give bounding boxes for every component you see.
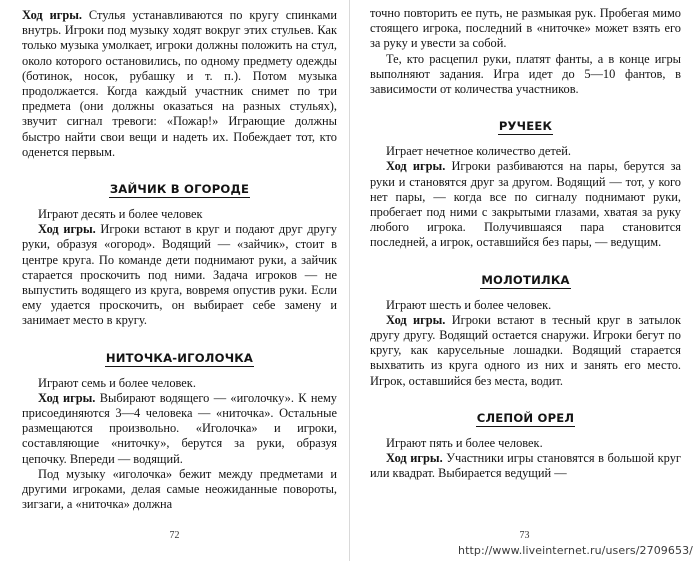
left-page	[0, 0, 349, 561]
section-heading-text: РУЧЕЕК	[498, 119, 553, 134]
watermark-url: http://www.liveinternet.ru/users/2709653/	[458, 544, 693, 557]
right-page	[350, 0, 699, 561]
paragraph	[370, 159, 681, 250]
paragraph-lead: Ход игры.	[22, 8, 82, 22]
player-count: Играют семь и более человек.	[38, 375, 196, 390]
paragraph-lead: Ход игры.	[386, 159, 446, 174]
section-heading-text: МОЛОТИЛКА	[481, 272, 570, 287]
paragraph-lead: Ход игры.	[38, 390, 96, 405]
player-count: Играют десять и более человек	[38, 207, 203, 222]
paragraph: точно повторить ее путь, не размыкая рук. Пробегая мимо стоящего игрока, последний в «ниточке» может взять его за руку и увести за собой.	[370, 6, 681, 51]
section-heading	[370, 273, 681, 287]
paragraph	[22, 391, 337, 467]
section-heading	[370, 411, 681, 425]
paragraph-text: Участники игры становятся в большой круг или квадрат. Выбирается ведущий —	[370, 451, 681, 481]
paragraph-lead: Ход игры.	[38, 222, 96, 237]
section-heading	[370, 119, 681, 133]
paragraph	[370, 451, 681, 481]
section-heading-text: ЗАЙЧИК В ОГОРОДЕ	[109, 182, 250, 197]
paragraph-text: Игроки встают в тесный круг в затылок другу другу. Водящий остается снаружи. Игроки бегут по кругу, как карусельные лошадки. Водящий старается выхватить из круга одного из них и занять его место. Игрок, оставшийся без места, водит.	[370, 312, 681, 388]
paragraph-lead: Ход игры.	[386, 451, 443, 466]
section-heading	[22, 351, 337, 365]
section-heading	[22, 182, 337, 196]
player-count: Играют пять и более человек.	[386, 435, 543, 450]
paragraph-lead: Ход игры.	[386, 312, 446, 327]
paragraph-text: Выбирают водящего — «иголочку». К нему присоединяются 3—4 человека — «ниточка». Остальные размещаются произвольно. «Иголочка» и игроки, составляющие «ниточку», берутся за руки, образуя цепочку. Впереди — водящий.	[22, 390, 337, 466]
player-count: Играет нечетное количество детей.	[386, 144, 571, 159]
section-heading-text: НИТОЧКА-ИГОЛОЧКА	[105, 350, 254, 365]
paragraph: Те, кто расцепил руки, платят фанты, а в конце игры выполняют задания. Игра идет до 5—10 фантов, в зависимости от количества участников.	[370, 51, 681, 97]
paragraph	[22, 222, 337, 328]
paragraph: Под музыку «иголочка» бежит между предметами и другими игроками, делая самые неожиданные повороты, зигзаги, а «ниточка» должна	[22, 466, 337, 512]
paragraph-text: Игроки разбиваются на пары, берутся за руки и становятся друг за другом. Водящий — тот, у кого нет пары, — когда все по сигналу поднимают руки, пробегает под ними с закрытыми глазами, хватая за руку любого игрока. Получившаяся пара становится последней, а игрок, оставшийся без пары, — ведущим.	[370, 159, 681, 250]
paragraph	[22, 8, 337, 160]
page-number: 73	[519, 530, 530, 541]
section-heading-text: СЛЕПОЙ ОРЕЛ	[476, 410, 575, 425]
player-count: Играют шесть и более человек.	[386, 297, 552, 312]
paragraph-text: Игроки встают в круг и подают друг другу руки, образуя «огород». Водящий — «зайчик», стоит в центре круга. По команде дети поднимают руки, а зайчик старается проскочить под ними. Задача игроков — не выпустить водящего из круга, вовремя опустив руки. Если ему удается проскочить, он выбирает себе замену и занимает место в кругу.	[22, 222, 337, 328]
page-number: 72	[169, 530, 180, 541]
paragraph	[370, 313, 681, 389]
paragraph-text: Стулья устанавливаются по кругу спинками внутрь. Игроки под музыку ходят вокруг этих стульев. Как только музыка умолкает, игроки должны положить на стул, около которого остановились, по одному предмету одежды (ботинок, носок, рубашку и т. п.). Потом музыка продолжается. Когда каждый участник снимет по три предмета (они должны оказаться на разных стульях), звучит сигнал тревоги: «Пожар!» Играющие должны быстро найти свои вещи и надеть их. Побеждает тот, кто оденется первым.	[22, 8, 337, 159]
